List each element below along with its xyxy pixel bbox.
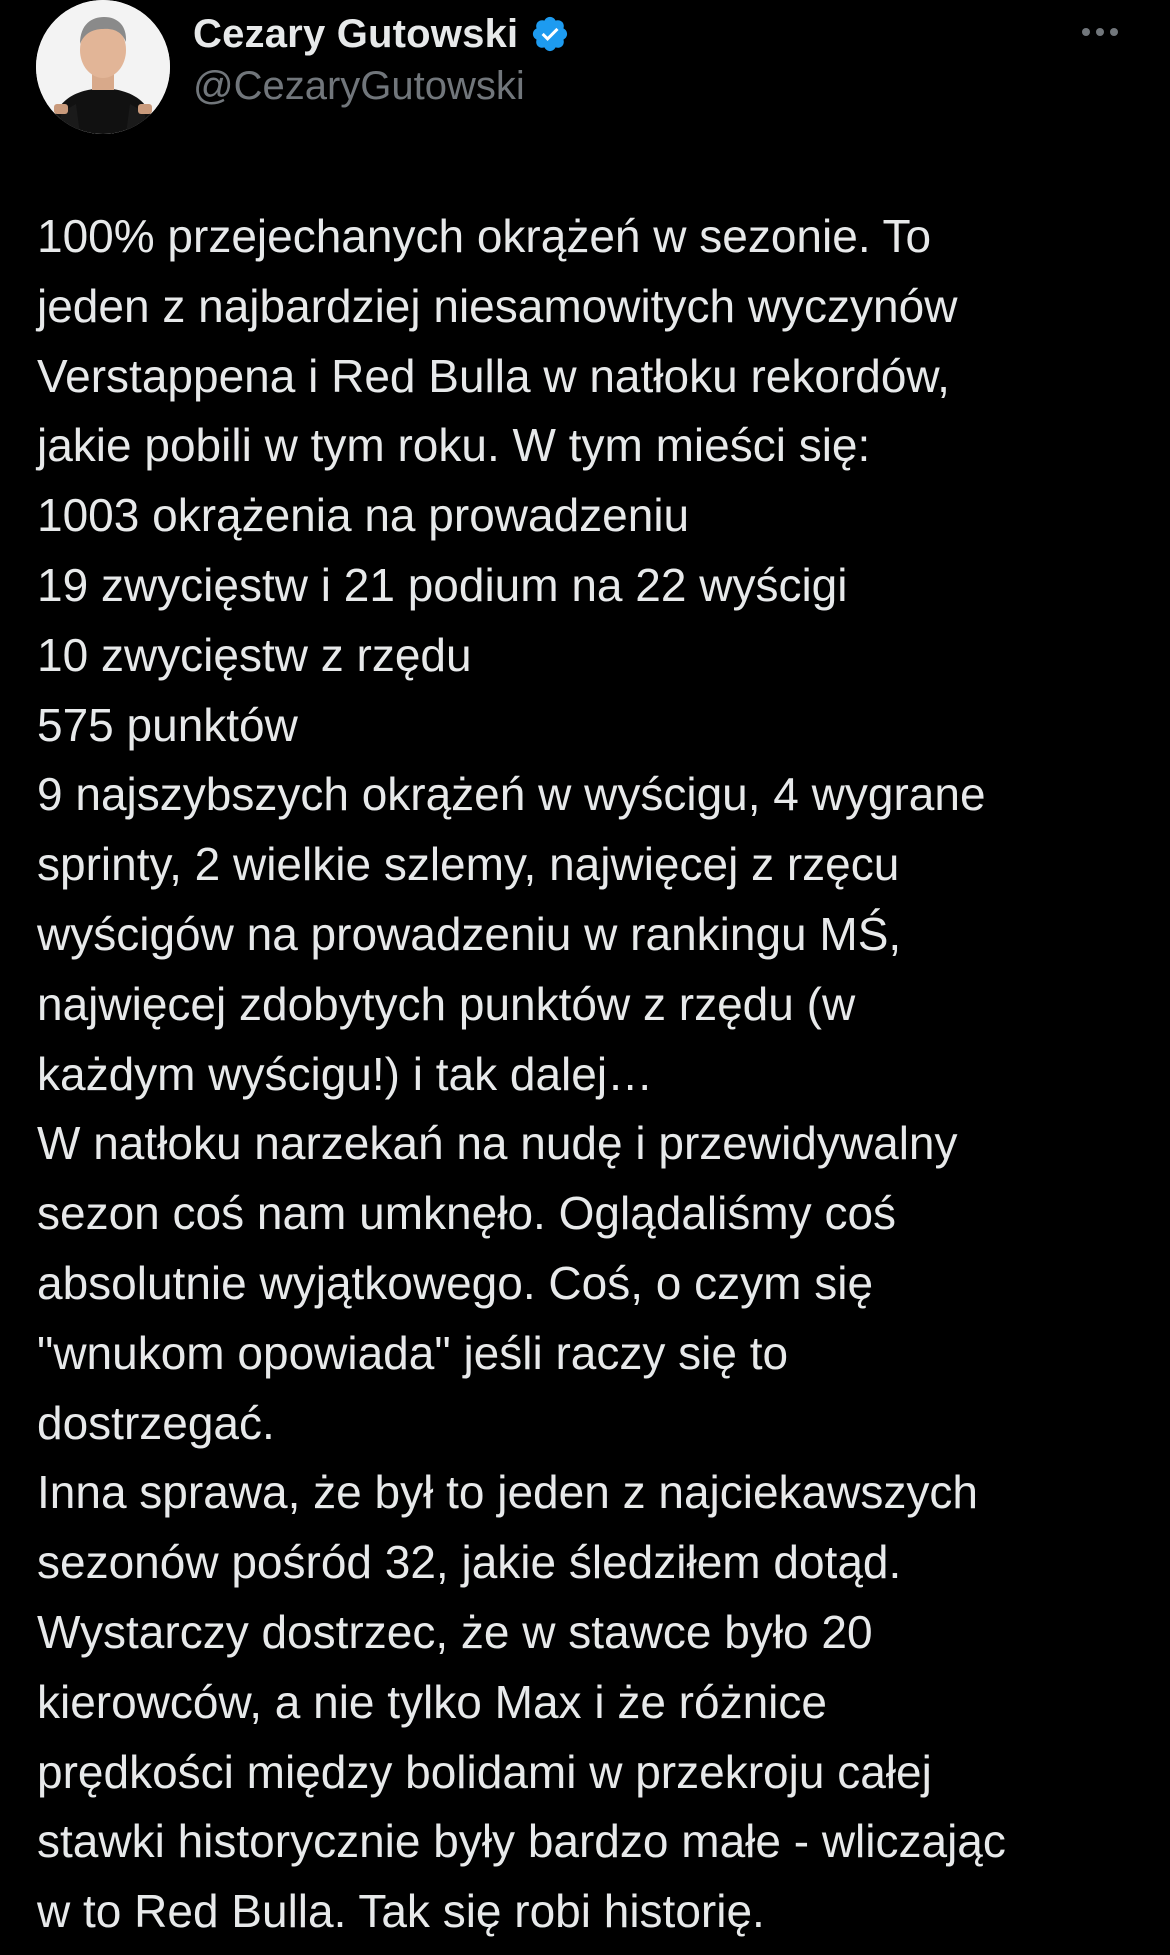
tweet-line: sezon coś nam umknęło. Oglądaliśmy coś <box>37 1187 897 1240</box>
more-dot <box>1110 28 1118 36</box>
more-dot <box>1082 28 1090 36</box>
tweet-line: absolutnie wyjątkowego. Coś, o czym się <box>37 1256 874 1309</box>
display-name[interactable]: Cezary Gutowski <box>193 11 519 56</box>
tweet-line: Inna sprawa, że był to jeden z najciekawszych <box>37 1466 978 1519</box>
tweet-line: kierowców, a nie tylko Max i że różnice <box>37 1675 827 1728</box>
more-dot <box>1096 28 1104 36</box>
tweet-line: sezonów pośród 32, jakie śledziłem dotąd. <box>37 1536 902 1589</box>
tweet-line: sprinty, 2 wielkie szlemy, najwięcej z rzęcu <box>37 838 900 891</box>
tweet-line: dostrzegać. <box>37 1396 275 1449</box>
tweet-text <box>37 202 1137 1947</box>
tweet-line: 575 punktów <box>37 698 298 751</box>
verified-badge-icon <box>530 14 570 54</box>
tweet-line: 19 zwycięstw i 21 podium na 22 wyścigi <box>37 558 848 611</box>
tweet-line: Verstappena i Red Bulla w natłoku rekordów, <box>37 349 950 402</box>
tweet-line: jeden z najbardziej niesamowitych wyczynów <box>37 279 958 332</box>
profile-photo <box>36 0 170 134</box>
more-options-icon[interactable] <box>1070 14 1130 50</box>
tweet-line: 100% przejechanych okrążeń w sezonie. To <box>37 210 932 262</box>
tweet-line: "wnukom opowiada" jeśli raczy się to <box>37 1326 789 1379</box>
tweet-line: prędkości między bolidami w przekroju całej <box>37 1745 932 1798</box>
tweet-line: w to Red Bulla. Tak się robi historię. <box>37 1885 765 1938</box>
tweet-line: stawki historycznie były bardzo małe - wliczając <box>37 1815 1006 1868</box>
tweet-line: najwięcej zdobytych punktów z rzędu (w <box>37 977 856 1030</box>
tweet-line: 9 najszybszych okrążeń w wyścigu, 4 wygrane <box>37 768 986 821</box>
tweet-line: każdym wyścigu!) i tak dalej… <box>37 1047 654 1100</box>
avatar[interactable] <box>36 0 170 134</box>
tweet-line: wyścigów na prowadzeniu w rankingu MŚ, <box>37 907 902 960</box>
tweet-line: Wystarczy dostrzec, że w stawce było 20 <box>37 1605 873 1658</box>
tweet-line: jakie pobili w tym roku. W tym mieści się: <box>37 419 871 472</box>
tweet-line: 10 zwycięstw z rzędu <box>37 628 472 681</box>
author-name-row <box>193 10 570 58</box>
author-handle[interactable]: @CezaryGutowski <box>193 64 525 108</box>
tweet-line: W natłoku narzekań na nudę i przewidywalny <box>37 1117 958 1170</box>
tweet-header <box>0 0 1170 140</box>
tweet-line: 1003 okrążenia na prowadzeniu <box>37 489 690 542</box>
